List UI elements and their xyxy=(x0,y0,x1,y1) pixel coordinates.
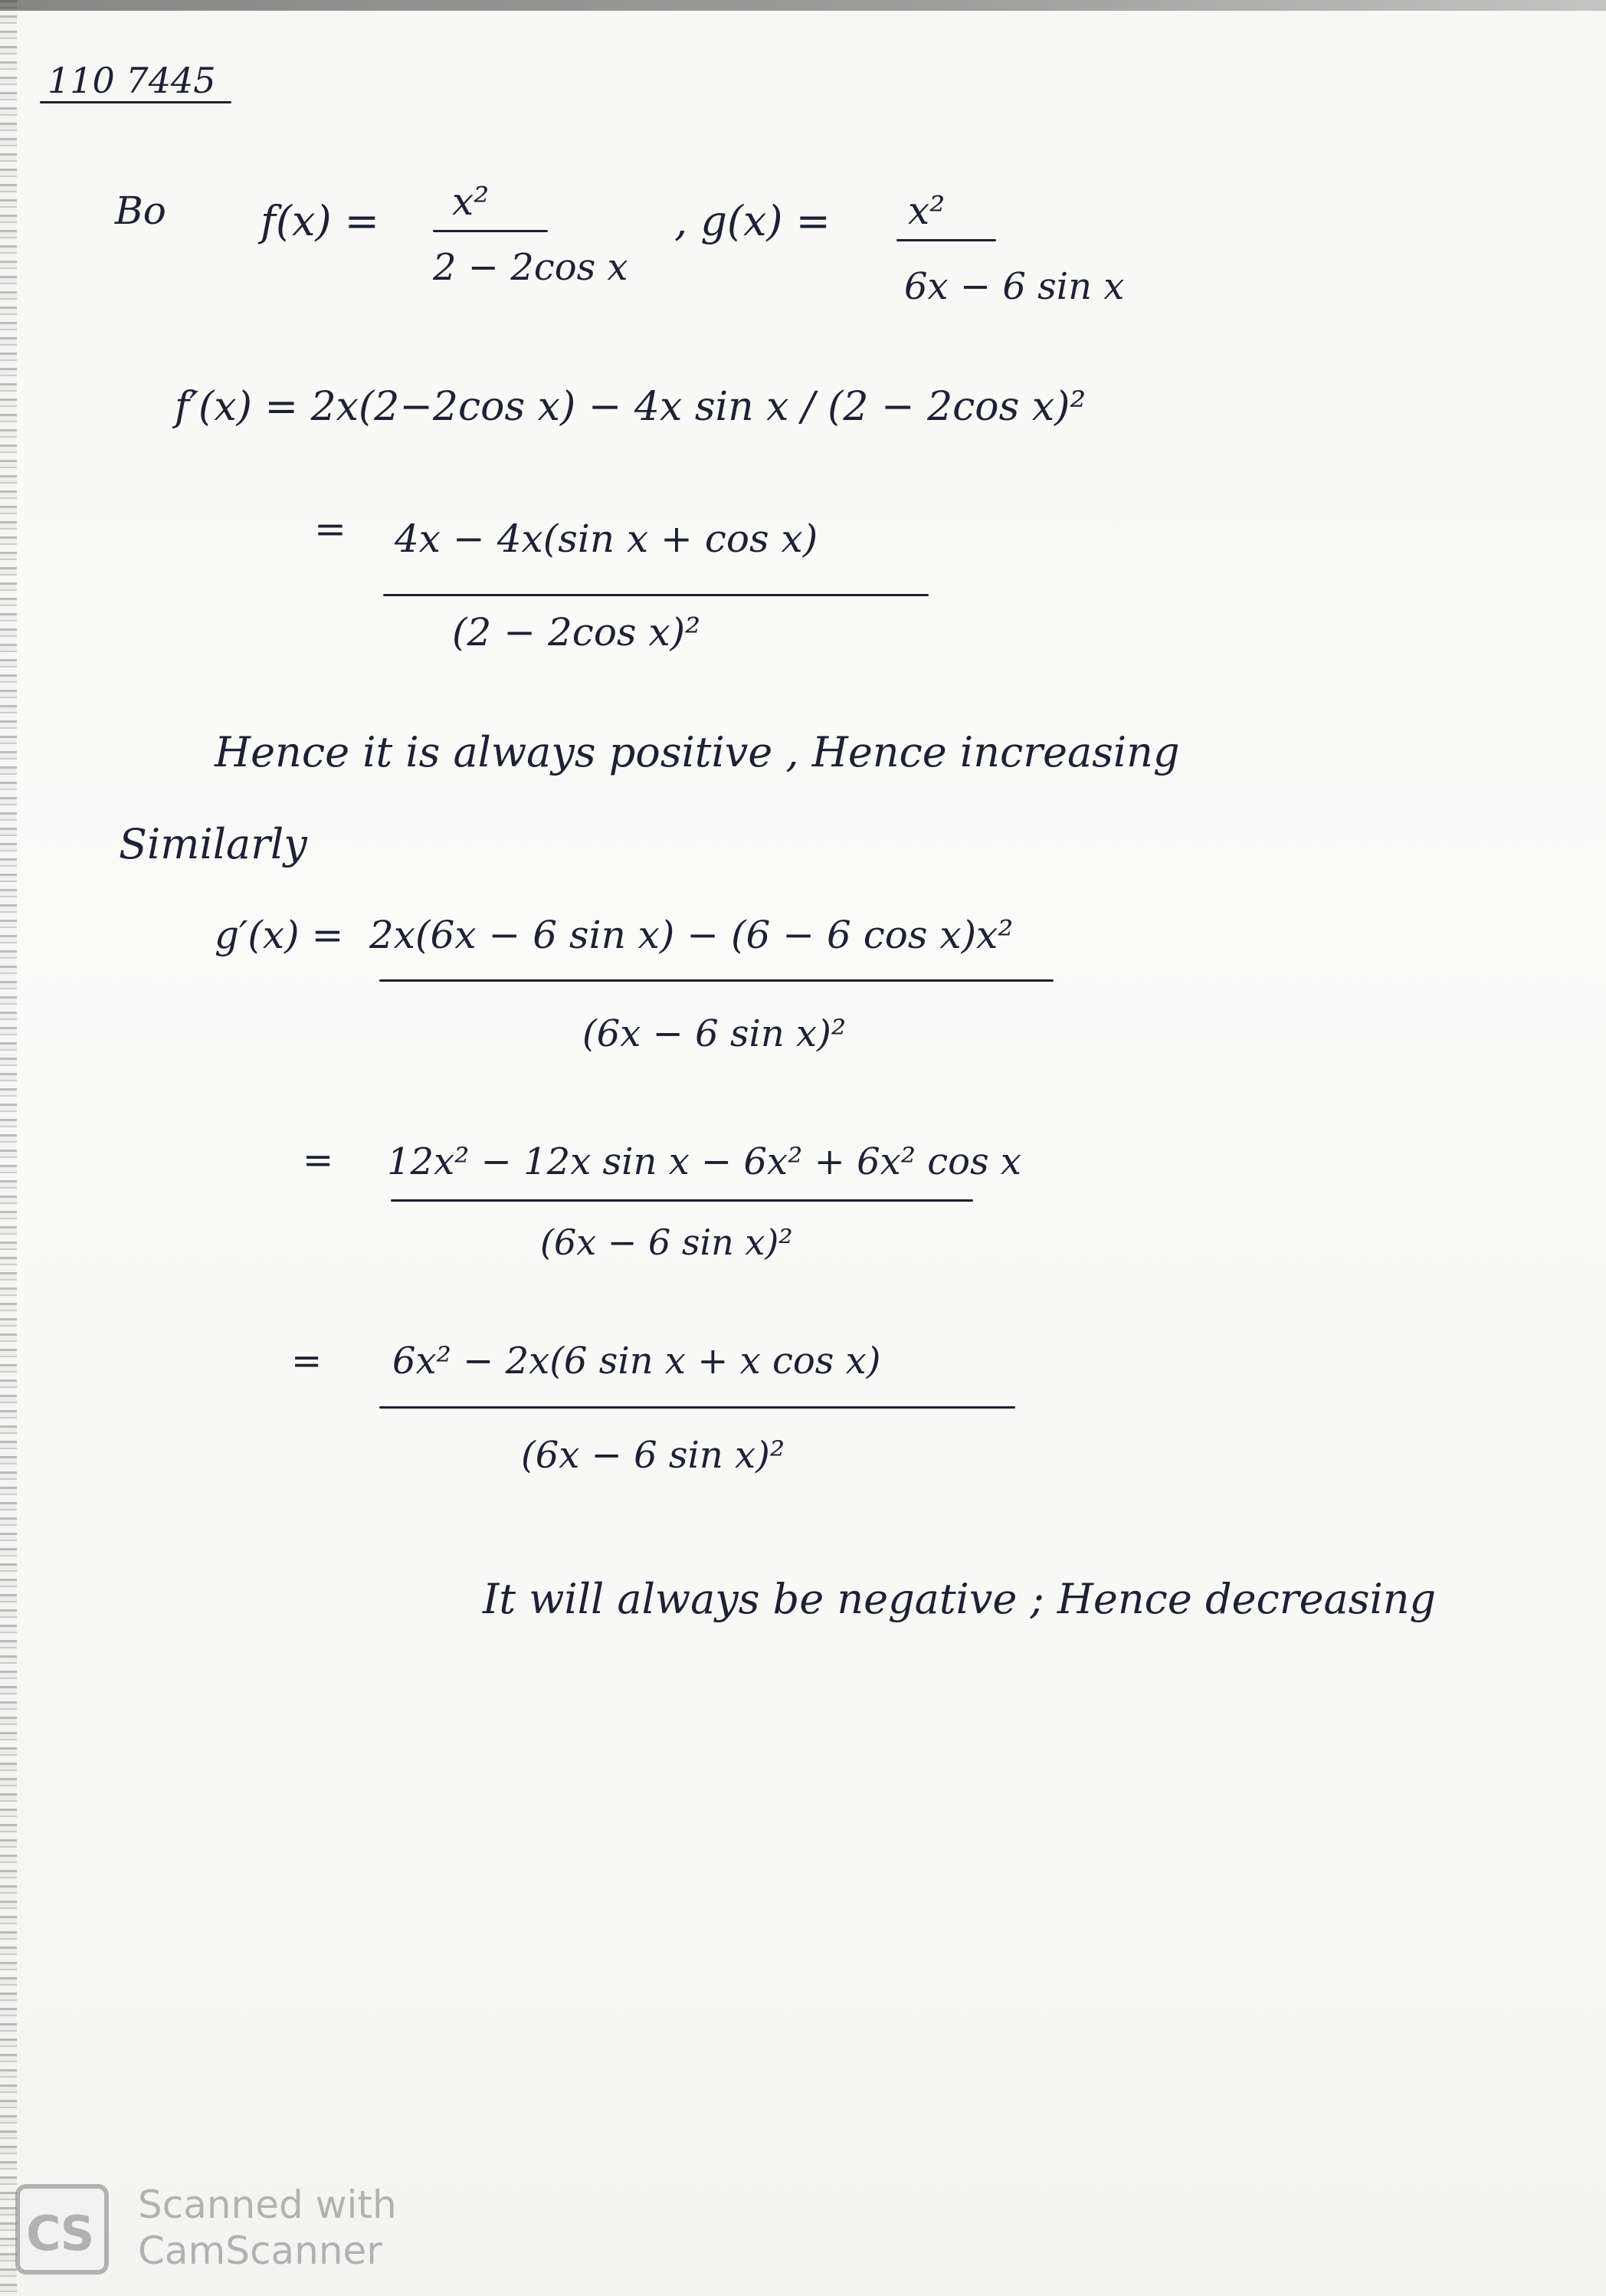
g-label: , g(x) = xyxy=(674,197,831,245)
g-fraction-bar xyxy=(896,239,996,241)
g-derivative-step3-equals: = xyxy=(291,1340,323,1383)
f-derivative-fraction-bar xyxy=(383,594,929,596)
watermark-line2: CamScanner xyxy=(138,2229,382,2273)
f-derivative-denominator: (2 − 2cos x)² xyxy=(452,610,701,654)
camscanner-logo-letters: CS xyxy=(26,2206,93,2262)
g-derivative-step2-numerator: 12x² − 12x sin x − 6x² + 6x² cos x xyxy=(387,1140,1021,1183)
g-derivative-step3-bar xyxy=(379,1406,1015,1409)
f-derivative-numerator: 4x − 4x(sin x + cos x) xyxy=(395,517,818,561)
g-denominator: 6x − 6 sin x xyxy=(904,265,1125,308)
g-derivative-step2-equals: = xyxy=(303,1139,334,1182)
f-fraction-bar xyxy=(433,230,548,232)
intro-scribble: Bo xyxy=(115,189,166,233)
note-increasing: Hence it is always positive , Hence increasing xyxy=(215,728,1180,776)
g-derivative-step2-bar xyxy=(391,1199,973,1202)
f-derivative-equals: = xyxy=(314,507,346,551)
g-derivative-step3-numerator: 6x² − 2x(6 sin x + x cos x) xyxy=(392,1340,881,1383)
g-numerator: x² xyxy=(908,189,946,233)
f-label: f(x) = xyxy=(261,197,379,245)
header-underline xyxy=(40,101,231,103)
g-derivative-step1-numerator: 2x(6x − 6 sin x) − (6 − 6 cos x)x² xyxy=(369,913,1014,957)
g-derivative-step3-denominator: (6x − 6 sin x)² xyxy=(521,1434,785,1477)
similarly-heading: Similarly xyxy=(119,820,307,868)
g-derivative-step2-denominator: (6x − 6 sin x)² xyxy=(540,1222,793,1263)
note-decreasing: It will always be negative ; Hence decreasing xyxy=(483,1575,1437,1623)
g-derivative-label: g′(x) = xyxy=(215,913,344,957)
watermark-line1: Scanned with xyxy=(138,2183,397,2227)
f-derivative-line1: f′(x) = 2x(2−2cos x) − 4x sin x / (2 − 2cos x)² xyxy=(175,384,1087,430)
f-numerator: x² xyxy=(452,179,490,224)
header-id-number: 110 7445 xyxy=(48,60,216,101)
camscanner-watermark xyxy=(15,2176,475,2276)
g-derivative-step1-bar xyxy=(379,979,1054,982)
g-derivative-step1-denominator: (6x − 6 sin x)² xyxy=(582,1012,847,1055)
camscanner-logo-icon xyxy=(15,2184,109,2275)
f-denominator: 2 − 2cos x xyxy=(433,246,628,289)
